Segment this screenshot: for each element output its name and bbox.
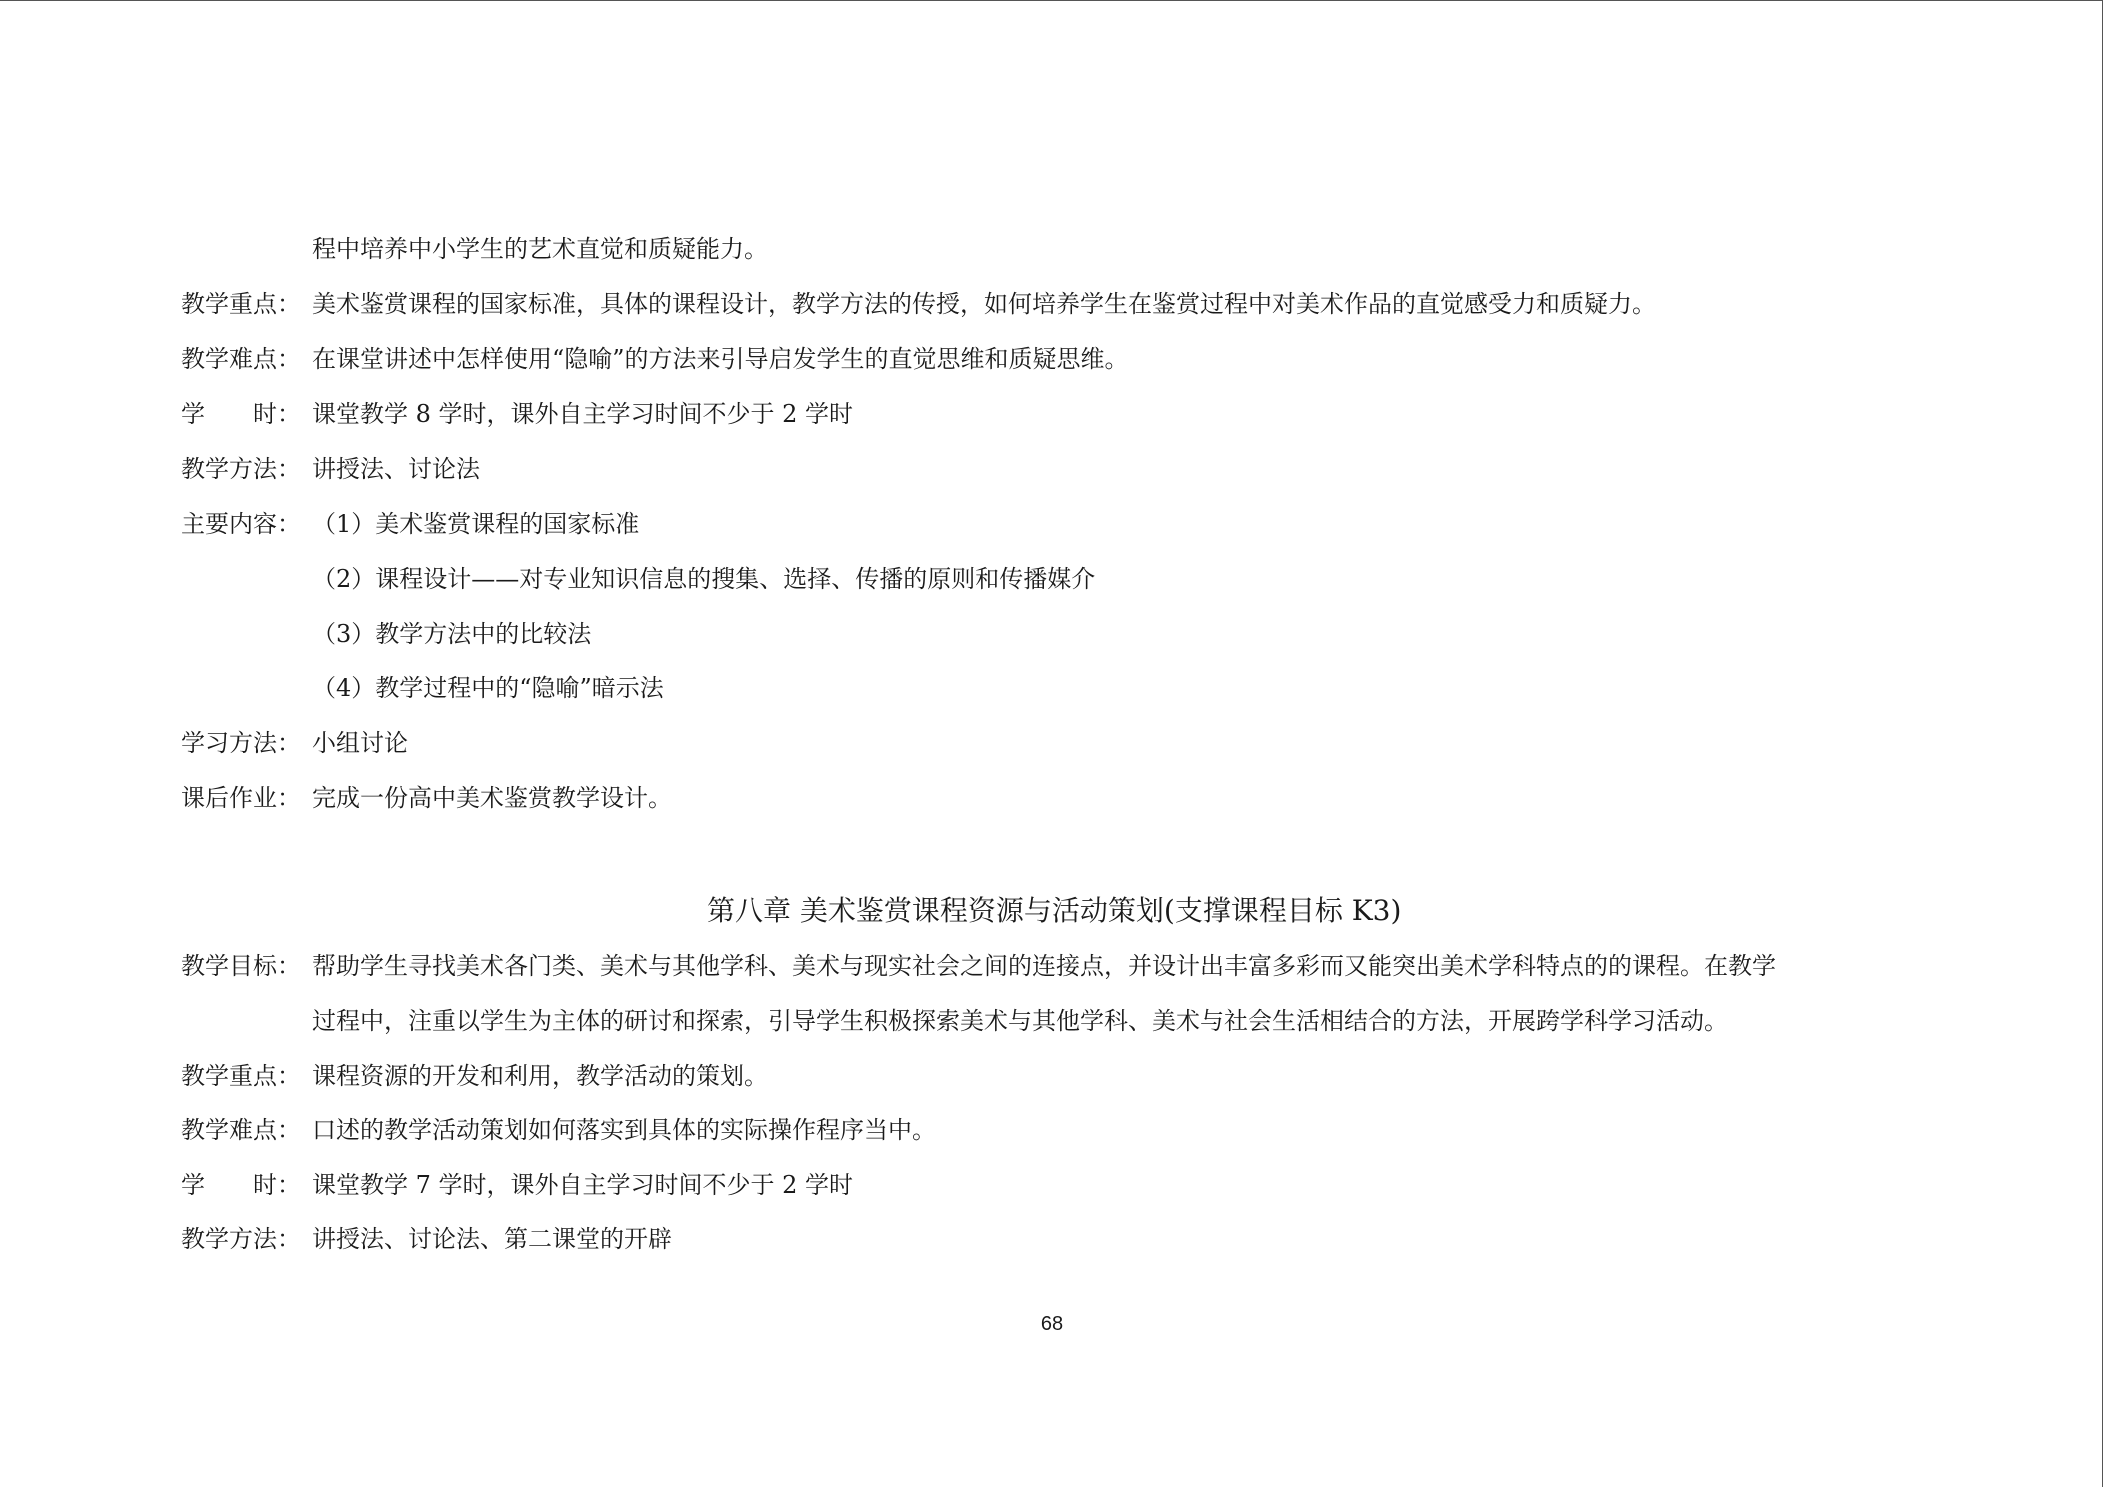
- ch8-difficulties-label: 教学难点：: [181, 1116, 301, 1144]
- difficulties-text: 在课堂讲述中怎样使用“隐喻”的方法来引导启发学生的直觉思维和质疑思维。: [312, 345, 1129, 373]
- methods-text: 讲授法、讨论法: [312, 455, 480, 483]
- hours-label-a: 学: [181, 400, 205, 428]
- content-item: （3）教学方法中的比较法: [312, 620, 592, 648]
- content-item: （4）教学过程中的“隐喻”暗示法: [312, 674, 664, 702]
- ch8-hours-label-b: 时：: [253, 1171, 301, 1199]
- ch8-hours-label-a: 学: [181, 1171, 205, 1199]
- ch8-methods-text: 讲授法、讨论法、第二课堂的开辟: [312, 1225, 672, 1253]
- difficulties-label: 教学难点：: [181, 345, 301, 373]
- chapter-title: 第八章 美术鉴赏课程资源与活动策划(支撑课程目标 K3): [707, 894, 1402, 927]
- ch8-methods-label: 教学方法：: [181, 1225, 301, 1253]
- ch8-objectives-text-line1: 帮助学生寻找美术各门类、美术与其他学科、美术与现实社会之间的连接点，并设计出丰富多彩而又能突出美术学科特点的的课程。在教学: [312, 952, 1776, 980]
- ch8-objectives-label: 教学目标：: [181, 952, 301, 980]
- learning-method-text: 小组讨论: [312, 729, 408, 757]
- hours-label-b: 时：: [253, 400, 301, 428]
- page-number: 68: [1040, 1313, 1064, 1335]
- ch8-difficulties-text: 口述的教学活动策划如何落实到具体的实际操作程序当中。: [312, 1116, 936, 1144]
- ch8-hours-label: [181, 1170, 301, 1200]
- content-item: （1）美术鉴赏课程的国家标准: [312, 510, 640, 538]
- key-points-text: 美术鉴赏课程的国家标准，具体的课程设计，教学方法的传授，如何培养学生在鉴赏过程中对美术作品的直觉感受力和质疑力。: [312, 290, 1656, 318]
- hours-text: 课堂教学 8 学时，课外自主学习时间不少于 2 学时: [312, 400, 854, 428]
- content-label: 主要内容：: [181, 510, 301, 538]
- ch8-key-points-text: 课程资源的开发和利用，教学活动的策划。: [312, 1062, 768, 1090]
- homework-label: 课后作业：: [181, 784, 301, 812]
- learning-method-label: 学习方法：: [181, 729, 301, 757]
- hours-label: [181, 399, 301, 429]
- key-points-label: 教学重点：: [181, 290, 301, 318]
- ch8-objectives-text-line2: 过程中，注重以学生为主体的研讨和探索，引导学生积极探索美术与其他学科、美术与社会生活相结合的方法，开展跨学科学习活动。: [312, 1007, 1728, 1035]
- objectives-continuation: 程中培养中小学生的艺术直觉和质疑能力。: [312, 235, 768, 263]
- methods-label: 教学方法：: [181, 455, 301, 483]
- homework-text: 完成一份高中美术鉴赏教学设计。: [312, 784, 672, 812]
- content-item: （2）课程设计——对专业知识信息的搜集、选择、传播的原则和传播媒介: [312, 565, 1096, 593]
- ch8-key-points-label: 教学重点：: [181, 1062, 301, 1090]
- ch8-hours-text: 课堂教学 7 学时，课外自主学习时间不少于 2 学时: [312, 1171, 854, 1199]
